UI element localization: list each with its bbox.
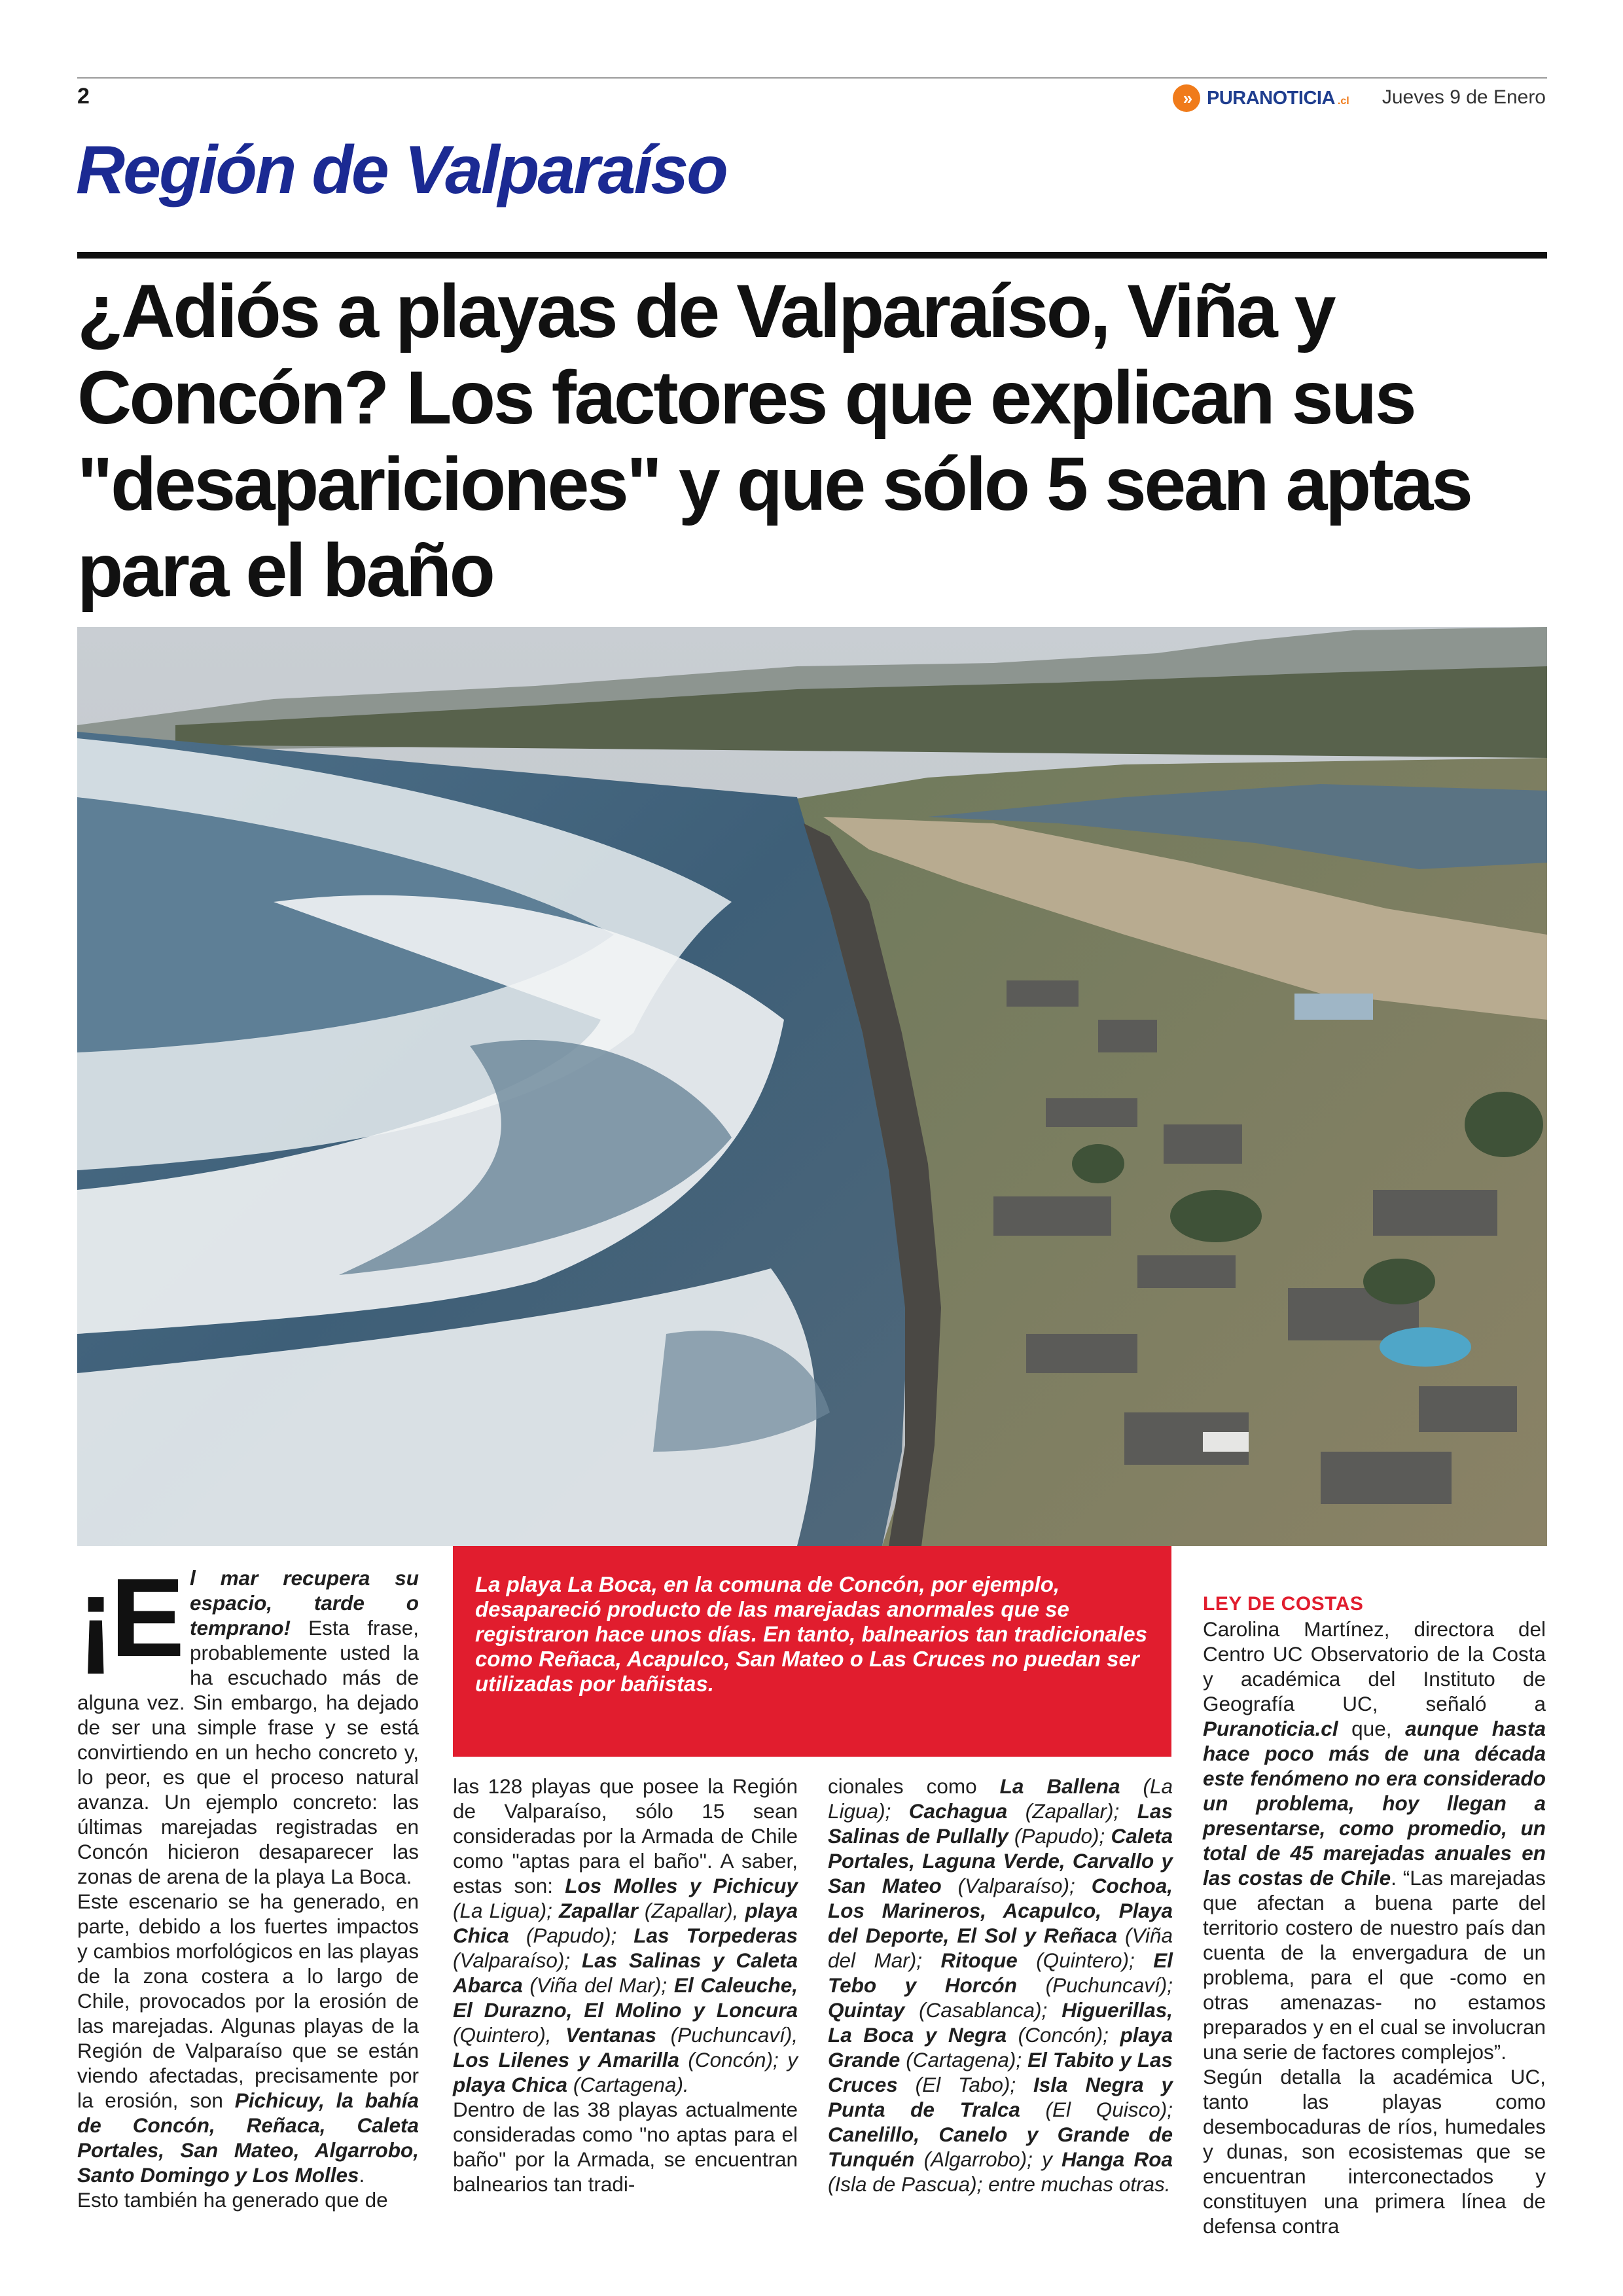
beach-name: Zapallar (558, 1899, 638, 1922)
commune: (El Quisco); (1020, 2098, 1173, 2121)
beach-name: Canelillo, Canelo y Grande de Tunquén (828, 2123, 1173, 2171)
beach-name: La Ballena (999, 1774, 1120, 1798)
commune: (Puchuncaví), (656, 2023, 798, 2047)
beach-name: Higuerillas, La Boca y Negra (828, 1998, 1173, 2047)
beach-name: Quintay (828, 1998, 905, 2022)
subhead-ley-de-costas: LEY DE COSTAS (1203, 1593, 1364, 1615)
key-fact: aunque hasta hace poco más de una década este fenómeno no era considerado un problema, hoy llegan a presentarse, como promedio, un total de 45 marejadas anuales en las costas de Chile (1203, 1717, 1546, 1890)
paragraph-2-end: . (359, 2163, 365, 2187)
commune: (Isla de Pascua); entre muchas otras. (828, 2172, 1171, 2196)
commune: (Cartagena); (900, 2048, 1028, 2072)
commune: (Quintero), (453, 2023, 566, 2047)
commune: (La Ligua); (828, 1774, 1173, 1823)
beach-name: Las Salinas y Caleta Abarca (453, 1948, 798, 1997)
beach-name: Caleta Portales, Laguna Verde, Carvallo y San Mateo (828, 1824, 1173, 1897)
commune: (Concón); y (679, 2048, 798, 2072)
commune: (Concón); (1007, 2023, 1120, 2047)
beach-name: El Caleuche, El Durazno, El Molino y Loncura (453, 1973, 798, 2022)
puranoticia-logo-icon: » (1173, 84, 1200, 112)
headline: ¿Adiós a playas de Valparaíso, Viña y Concón? Los factores que explican sus "desapariciones" y que sólo 5 sean aptas para el baño (77, 270, 1471, 613)
commune: (Algarrobo); y (914, 2147, 1062, 2171)
quote: . “Las marejadas que afectan a buena parte del territorio costero de nuestro país dan cuenta de la envergadura de un problema, para el que -como en otras amenazas- no estamos preparados y en el cual se involucran una serie de factores complejos”. (1203, 1866, 1546, 2064)
article-column-3 (828, 1774, 1173, 2197)
commune: (Zapallar); (1007, 1799, 1137, 1823)
beach-name: playa Chica (453, 2073, 568, 2096)
paragraph-2: Este escenario se ha generado, en parte, debido a los fuertes impactos y cambios morfológicos en las playas de la zona costera a lo largo de Chile, provocados por la erosión de las marejadas. Algunas playas de la Región de Valparaíso que se están viendo afectadas, precisamente por la erosión, son (77, 1890, 419, 2112)
beach-name: Hanga Roa (1061, 2147, 1173, 2171)
commune: (Zapallar), (637, 1899, 745, 1922)
article-column-1 (77, 1556, 419, 2212)
beach-name: El Tabito y Las Cruces (828, 2048, 1173, 2096)
commune: (Casablanca); (904, 1998, 1062, 2022)
section-rule (77, 252, 1547, 259)
col4-text: que, (1338, 1717, 1406, 1740)
commune: (Viña del Mar); (828, 1924, 1173, 1972)
beach-name: Los Molles y Pichicuy (565, 1874, 798, 1897)
outlet-name: Puranoticia.cl (1203, 1717, 1338, 1740)
commune: (Papudo); (1008, 1824, 1111, 1848)
beach-name: Cachagua (908, 1799, 1008, 1823)
aerial-beach-photo-icon (77, 627, 1547, 1546)
commune: (Papudo); (508, 1924, 634, 1947)
commune: (El Tabo); (897, 2073, 1033, 2096)
lead-sentence: l mar recupera su espacio, tarde o temprano! (190, 1566, 419, 1640)
commune: (Viña del Mar); (522, 1973, 674, 1997)
commune: (Cartagena). (567, 2073, 689, 2096)
beach-name: playa Grande (828, 2023, 1173, 2072)
commune: (Valparaíso); (453, 1948, 582, 1972)
beach-name: Ventanas (565, 2023, 657, 2047)
article-column-2 (453, 1774, 798, 2197)
beach-name: Las Salinas de Pullally (828, 1799, 1173, 1848)
page-number: 2 (77, 84, 90, 109)
article-column-4 (1203, 1617, 1546, 2238)
top-rule (77, 77, 1547, 79)
commune: (La Ligua); (453, 1899, 559, 1922)
col4-text: Carolina Martínez, directora del Centro UC Observatorio de la Costa y académica del Instituto de Geografía UC, señaló a (1203, 1617, 1546, 1715)
brand[interactable] (1173, 85, 1349, 111)
commune: (Puchuncaví); (1017, 1973, 1173, 1997)
commune: (Quintero); (1017, 1948, 1154, 1972)
col2-paragraph-2: Dentro de las 38 playas actualmente consideradas como "no aptas para el baño" por la Armada, se encuentran balnearios tan tradi- (453, 2098, 798, 2196)
paragraph-1: Esta frase, probablemente usted la ha escuchado más de alguna vez. Sin embargo, ha dejado de ser una simple frase y se está convirtiendo en un hecho concreto y, lo peor, es que el proceso natural avanza. Un ejemplo concreto: las últimas marejadas registradas en Concón hicieron desaparecer las zonas de arena de la playa La Boca. (77, 1616, 419, 1888)
beach-name: Ritoque (940, 1948, 1018, 1972)
beach-name: playa Chica (453, 1899, 798, 1947)
paragraph-3: Esto también ha generado que de (77, 2188, 388, 2212)
brand-suffix: .cl (1337, 96, 1349, 107)
beach-name: Los Lilenes y Amarilla (453, 2048, 679, 2072)
col4-paragraph-2: Según detalla la académica UC, tanto las playas como desembocaduras de ríos, humedales y dunas, son ecosistemas que se encuentran interconectados y constituyen una primera línea de defensa contra (1203, 2065, 1546, 2238)
commune: (Valparaíso); (941, 1874, 1092, 1897)
issue-date: Jueves 9 de Enero (1382, 86, 1546, 108)
beach-name: El Tebo y Horcón (828, 1948, 1173, 1997)
affected-beaches: Pichicuy, la bahía de Concón, Reñaca, Caleta Portales, San Mateo, Algarrobo, Santo Domingo y Los Molles (77, 2089, 419, 2187)
section-title: Región de Valparaíso (76, 132, 726, 208)
col2-text: las 128 playas que posee la Región de Valparaíso, sólo 15 sean consideradas por la Armada de Chile como "aptas para el baño". A saber, estas son: (453, 1774, 798, 1897)
callout-text: La playa La Boca, en la comuna de Concón, por ejemplo, desapareció producto de las marejadas anormales que se registraron hace unos días. En tanto, balnearios tan tradicionales como Reñaca, Acapulco, San Mateo o Las Cruces no puedan ser utilizadas por bañistas. (475, 1572, 1147, 1696)
beach-name: Las Torpederas (633, 1924, 798, 1947)
col3-text: cionales como (828, 1774, 1000, 1798)
brand-name: PURANOTICIA (1207, 87, 1335, 109)
beach-name: Isla Negra y Punta de Tralca (828, 2073, 1173, 2121)
drop-cap: ¡E (77, 1556, 181, 1680)
aerial-beach-photo (77, 627, 1547, 1546)
beach-name: Cochoa, Los Marineros, Acapulco, Playa del Deporte, El Sol y Reñaca (828, 1874, 1173, 1947)
